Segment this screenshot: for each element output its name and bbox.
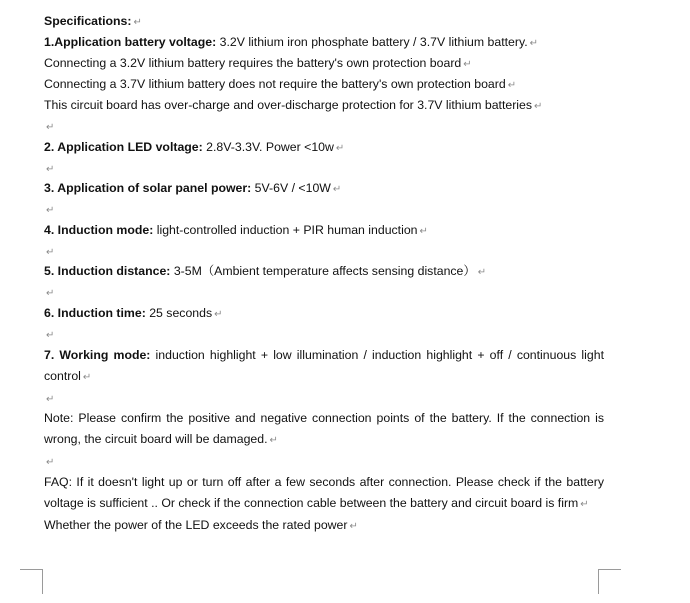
faq-paragraph (44, 472, 604, 515)
spec-item-5 (44, 261, 604, 282)
empty-paragraph (44, 158, 604, 179)
paragraph-mark-icon: ↵ (335, 142, 345, 154)
battery-note-text: This circuit board has over-charge and over-discharge protection for 3.7V lithium batteries (44, 98, 533, 112)
paragraph-mark-icon: ↵ (133, 17, 142, 28)
spec-value: 25 seconds (145, 305, 213, 320)
spec-value: 2.8V-3.3V. Power <10w (202, 139, 334, 154)
paragraph-mark-icon: ↵ (46, 457, 55, 469)
spec-label: 7. Working mode: (44, 347, 151, 362)
paragraph-mark-icon: ↵ (269, 435, 278, 447)
paragraph-mark-icon: ↵ (332, 184, 342, 196)
battery-note-1 (44, 53, 604, 74)
paragraph-mark-icon: ↵ (46, 329, 55, 341)
page-margin-corner-right (598, 569, 621, 594)
paragraph-mark-icon: ↵ (46, 246, 55, 258)
battery-note-text: Connecting a 3.2V lithium battery requires the battery's own protection board (44, 56, 462, 70)
empty-paragraph (44, 116, 604, 137)
paragraph-mark-icon: ↵ (46, 163, 55, 175)
note-text: Note: Please confirm the positive and negative connection points of the battery. If the connection is wrong, the circuit board will be damaged. (44, 411, 604, 447)
spec-item-6 (44, 303, 604, 324)
paragraph-mark-icon: ↵ (46, 288, 55, 300)
paragraph-mark-icon: ↵ (46, 205, 55, 217)
spec-label: 4. Induction mode: (44, 222, 154, 237)
spec-item-4 (44, 220, 604, 241)
paragraph-mark-icon: ↵ (46, 393, 55, 405)
paragraph-mark-icon: ↵ (477, 267, 487, 279)
spec-label: 3. Application of solar panel power: (44, 181, 252, 196)
empty-paragraph (44, 199, 604, 220)
battery-note-2 (44, 74, 604, 95)
battery-note-text: Connecting a 3.7V lithium battery does not require the battery's own protection board (44, 77, 506, 91)
paragraph-mark-icon: ↵ (214, 308, 223, 320)
spec-value: induction highlight + low illumination / induction highlight + off / continuous light control (44, 347, 604, 383)
spec-label: 1.Application battery voltage: (44, 35, 217, 49)
paragraph-mark-icon: ↵ (534, 101, 543, 112)
paragraph-mark-icon: ↵ (463, 59, 472, 70)
heading (44, 11, 604, 32)
empty-paragraph (44, 388, 604, 409)
spec-label: 5. Induction distance: (44, 264, 171, 279)
spec-item-2 (44, 137, 604, 158)
spec-value: 3.2V lithium iron phosphate battery / 3.7V lithium battery. (216, 35, 528, 49)
spec-item-3 (44, 178, 604, 199)
paragraph-mark-icon: ↵ (46, 122, 55, 133)
empty-paragraph (44, 282, 604, 303)
empty-paragraph (44, 324, 604, 345)
last-paragraph (44, 515, 604, 536)
spec-label: 6. Induction time: (44, 305, 146, 320)
paragraph-mark-icon: ↵ (580, 498, 589, 510)
paragraph-mark-icon: ↵ (82, 371, 92, 383)
spec-value: light-controlled induction + PIR human induction (153, 222, 418, 237)
spec-item-7 (44, 345, 604, 388)
paragraph-mark-icon: ↵ (349, 520, 358, 532)
document-page (44, 11, 604, 536)
last-text: Whether the power of the LED exceeds the rated power (44, 517, 348, 532)
spec-value: 3-5M（Ambient temperature affects sensing distance） (170, 264, 476, 279)
paragraph-mark-icon: ↵ (507, 80, 517, 91)
spec-value: 5V-6V / <10W (251, 181, 331, 196)
empty-paragraph (44, 451, 604, 472)
page-margin-corner-left (20, 569, 43, 594)
empty-paragraph (44, 241, 604, 262)
spec-item-1 (44, 32, 604, 53)
note-paragraph (44, 408, 604, 451)
heading-text: Specifications: (44, 14, 132, 28)
paragraph-mark-icon: ↵ (419, 225, 428, 237)
spec-label: 2. Application LED voltage: (44, 139, 203, 154)
paragraph-mark-icon: ↵ (529, 38, 539, 49)
battery-note-3 (44, 95, 604, 116)
faq-text: FAQ: If it doesn't light up or turn off after a few seconds after connection. Please check if the battery voltage is sufficient .. Or check if the connection cable between the battery and circuit board is firm (44, 474, 604, 510)
